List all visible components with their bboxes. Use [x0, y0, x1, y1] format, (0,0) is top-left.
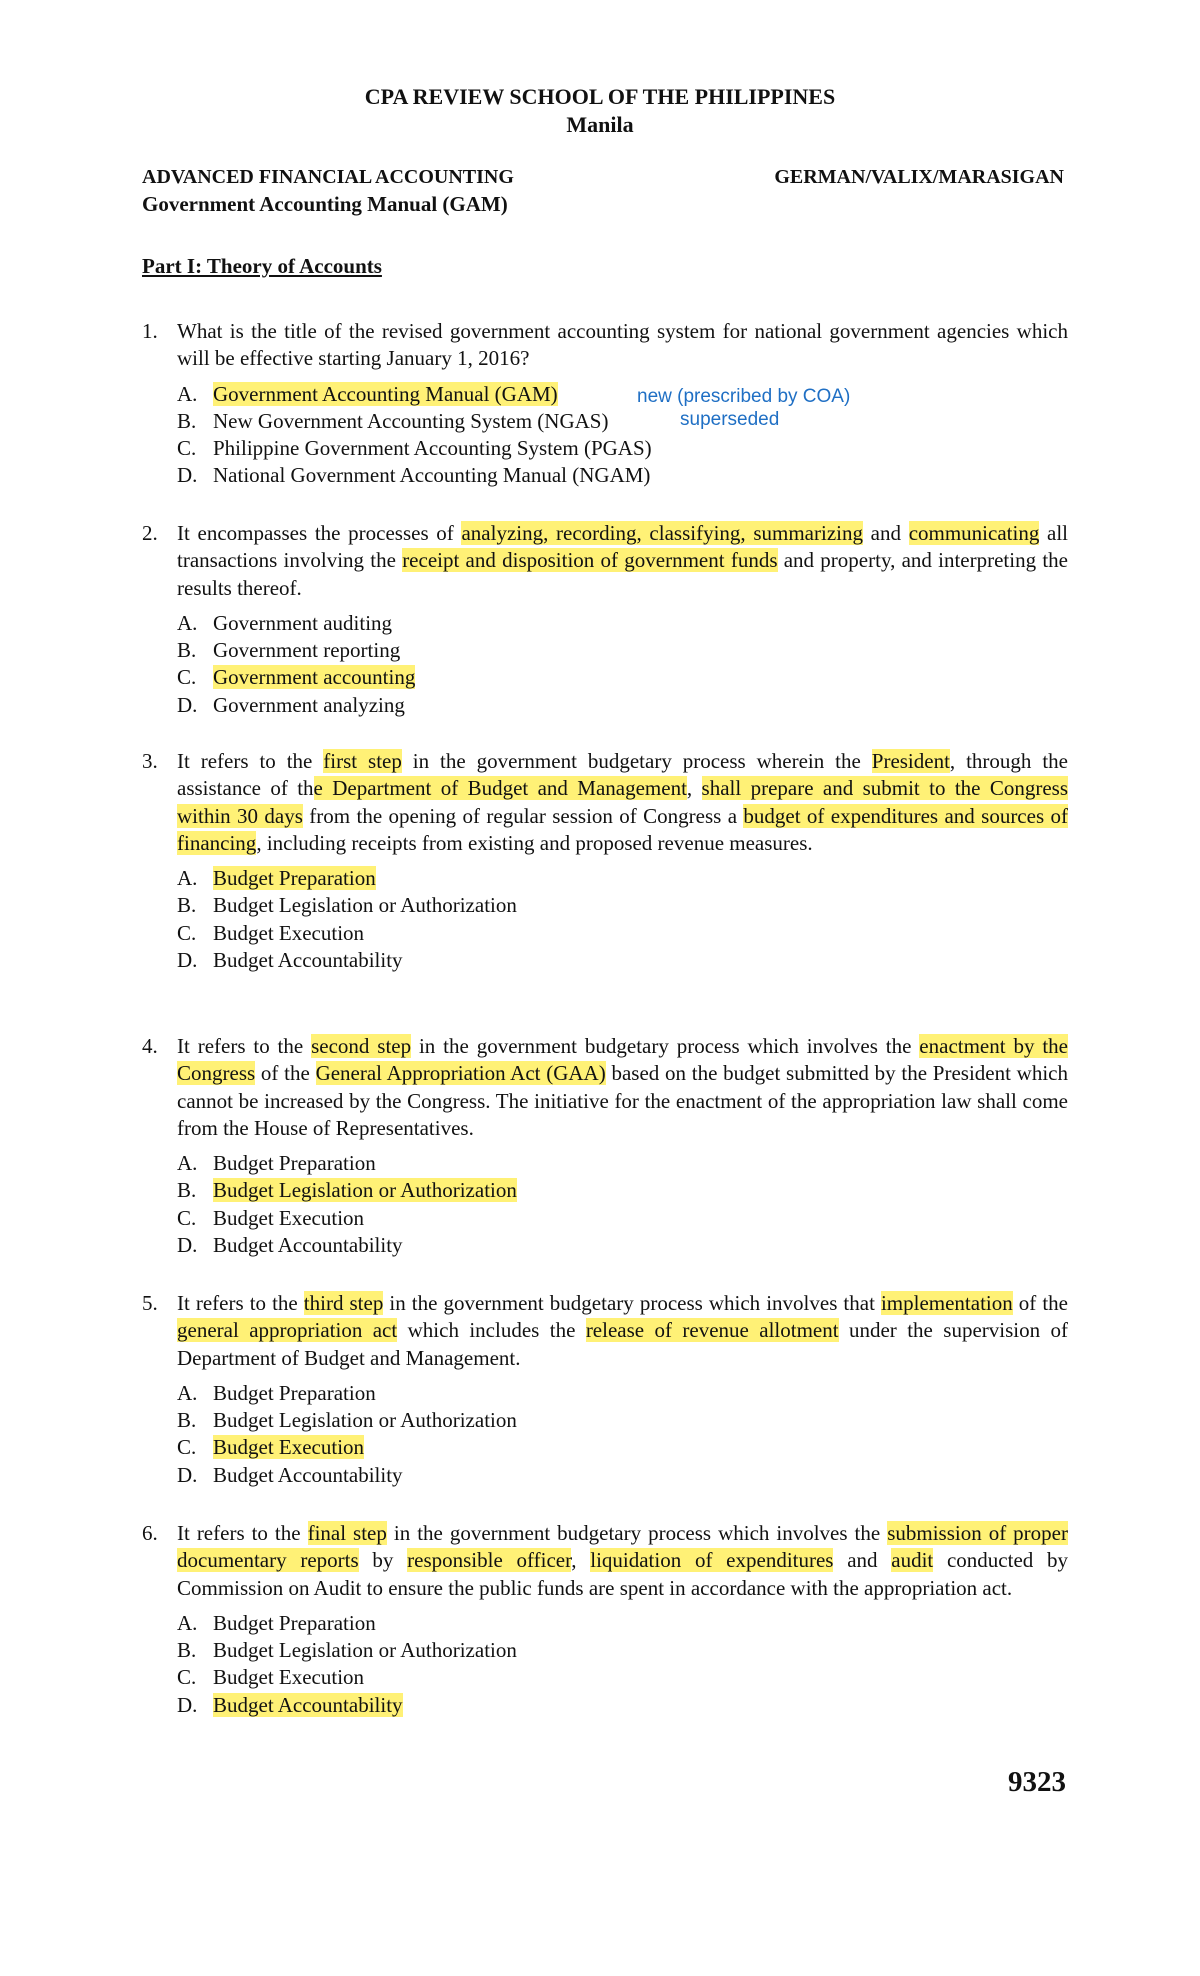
option-letter: D.: [177, 692, 198, 717]
text-segment: in the government budgetary process which involves that: [383, 1291, 881, 1315]
question-5: [142, 1290, 1068, 1489]
option-letter: A.: [177, 1610, 198, 1635]
answer-options: [177, 1380, 1068, 1489]
option-letter: B.: [177, 638, 197, 663]
text-segment: in the government budgetary process wherein the: [401, 749, 872, 773]
option-text: Philippine Government Accounting System (PGAS): [213, 436, 652, 461]
text-segment: in the government budgetary process which involves the: [411, 1034, 920, 1058]
correct-answer-text: Government accounting: [213, 665, 416, 690]
correct-answer-text: Budget Execution: [213, 1435, 365, 1460]
highlighted-text: receipt and disposition of government funds: [402, 548, 778, 573]
answer-option: [177, 435, 1068, 462]
text-segment: which includes the: [397, 1318, 586, 1343]
option-text: Budget Execution: [213, 1205, 365, 1230]
option-letter: B.: [177, 1408, 197, 1433]
answer-option: [177, 664, 1068, 691]
highlighted-text: release of revenue allotment: [585, 1318, 839, 1343]
text-segment: in the government budgetary process which involves the: [386, 1521, 888, 1545]
option-text: National Government Accounting Manual (NGAM): [213, 463, 651, 488]
highlighted-text: implementation: [880, 1291, 1013, 1315]
text-segment: from the opening of regular session of Congress a: [302, 803, 744, 828]
highlighted-text: responsible officer: [407, 1548, 572, 1573]
answer-option: [177, 1462, 1068, 1489]
option-text: Government reporting: [213, 638, 401, 663]
text-segment: , through the assistance of th: [177, 749, 1068, 801]
answer-option: [177, 1637, 1068, 1664]
option-text: Budget Accountability: [213, 1233, 403, 1258]
text-segment: ,: [571, 1548, 591, 1573]
highlighted-text: enactment by the Congress: [177, 1034, 1068, 1086]
option-letter: A.: [177, 866, 198, 891]
option-text: Budget Execution: [213, 920, 365, 945]
answer-option: [177, 892, 1068, 919]
correct-answer-text: Budget Preparation: [213, 866, 376, 891]
authors: GERMAN/VALIX/MARASIGAN: [774, 166, 1064, 188]
option-letter: B.: [177, 1178, 197, 1203]
highlighted-text: submission of proper documentary reports: [177, 1521, 1068, 1573]
option-text: Budget Accountability: [213, 948, 403, 973]
option-letter: D.: [177, 1233, 198, 1258]
text-segment: , including receipts from existing and proposed revenue measures.: [256, 830, 813, 855]
question-6: [142, 1520, 1068, 1719]
question-4: [142, 1033, 1068, 1259]
text-segment: of the: [255, 1061, 316, 1086]
highlighted-text: budget of expenditures and sources of financing: [177, 803, 1068, 855]
option-text: Budget Preparation: [213, 1380, 376, 1405]
answer-option: [177, 1177, 1068, 1204]
option-letter: A.: [177, 610, 198, 635]
option-letter: C.: [177, 920, 197, 945]
school-name: CPA REVIEW SCHOOL OF THE PHILIPPINES: [364, 84, 836, 109]
answer-option: [177, 1692, 1068, 1719]
option-letter: A.: [177, 381, 198, 406]
answer-option: [177, 1232, 1068, 1259]
answer-option: [177, 462, 1068, 489]
text-segment: It refers to the: [177, 1034, 312, 1058]
handwritten-note-new: new (prescribed by COA): [637, 386, 851, 407]
option-text: Budget Preparation: [213, 1151, 376, 1176]
answer-option: [177, 1610, 1068, 1637]
text-segment: conducted by Commission on Audit to ensure the public funds are spent in accordance with the appropriation act.: [177, 1548, 1069, 1600]
question-3: [142, 748, 1068, 974]
text-segment: It encompasses the processes of: [177, 521, 462, 545]
question-text: [177, 1520, 1068, 1602]
highlighted-text: audit: [891, 1548, 934, 1573]
highlighted-text: first step: [323, 749, 402, 773]
answer-option: [177, 1150, 1068, 1177]
option-letter: D.: [177, 463, 198, 488]
option-letter: C.: [177, 1435, 197, 1460]
answer-options: [177, 1610, 1068, 1719]
answer-option: [177, 381, 1068, 408]
handwritten-note-superseded: superseded: [680, 409, 780, 430]
text-segment: by: [358, 1548, 408, 1573]
option-letter: B.: [177, 1638, 197, 1663]
highlighted-text: analyzing, recording, classifying, summarizing: [461, 521, 863, 545]
highlighted-text: President: [871, 749, 950, 773]
question-text: [177, 520, 1068, 602]
question-text: [177, 748, 1068, 857]
answer-option: [177, 408, 1068, 435]
school-city: Manila: [566, 112, 634, 137]
answer-option: [177, 1205, 1068, 1232]
option-text: Budget Execution: [213, 1665, 365, 1690]
course-title: ADVANCED FINANCIAL ACCOUNTING: [142, 166, 514, 188]
correct-answer-text: Budget Legislation or Authorization: [213, 1178, 517, 1203]
text-segment: and property, and interpreting the results thereof.: [177, 548, 1068, 600]
highlighted-text: general appropriation act: [177, 1318, 398, 1343]
highlighted-text: liquidation of expenditures: [590, 1548, 834, 1573]
option-letter: B.: [177, 408, 197, 433]
option-letter: C.: [177, 665, 197, 690]
option-text: Budget Legislation or Authorization: [213, 1638, 517, 1663]
part-heading: Part I: Theory of Accounts: [142, 254, 382, 278]
text-segment: under the supervision of Department of Budget and Management.: [177, 1318, 1068, 1370]
page-number: 9323: [1008, 1766, 1066, 1798]
question-2: [142, 520, 1068, 719]
text-segment: ,: [686, 776, 702, 801]
question-number: 3.: [142, 749, 158, 773]
option-letter: C.: [177, 436, 197, 461]
text-segment: It refers to the: [177, 1291, 304, 1315]
question-text: [177, 1033, 1068, 1142]
answer-options: [177, 1150, 1068, 1259]
answer-option: [177, 947, 1068, 974]
option-letter: D.: [177, 1462, 198, 1487]
answer-option: [177, 1380, 1068, 1407]
option-text: Government auditing: [213, 610, 393, 635]
answer-option: [177, 1434, 1068, 1461]
question-number: 6.: [142, 1521, 158, 1545]
answer-option: [177, 637, 1068, 664]
text-segment: It refers to the: [177, 1521, 308, 1545]
answer-option: [177, 1664, 1068, 1691]
question-number: 2.: [142, 521, 158, 545]
text-segment: all transactions involving the: [177, 521, 1068, 573]
highlighted-text: communicating: [908, 521, 1040, 545]
text-segment: based on the budget submitted by the President which cannot be increased by the Congress. The initiative for the enactment of the appropriation law shall come from the House of Representatives.: [177, 1061, 1068, 1140]
option-letter: C.: [177, 1205, 197, 1230]
highlighted-text: shall prepare and submit to the Congress within 30 days: [177, 776, 1069, 828]
question-number: 1.: [142, 319, 158, 343]
option-letter: C.: [177, 1665, 197, 1690]
answer-option: [177, 920, 1068, 947]
text-segment: of the: [1012, 1291, 1068, 1315]
option-letter: A.: [177, 1380, 198, 1405]
highlighted-text: final step: [307, 1521, 387, 1545]
answer-options: [177, 865, 1068, 974]
text-segment: and: [833, 1548, 892, 1573]
text-segment: It refers to the: [177, 749, 324, 773]
answer-option: [177, 865, 1068, 892]
question-text: [177, 1290, 1068, 1372]
question-text: [177, 318, 1068, 373]
correct-answer-text: Budget Accountability: [213, 1692, 403, 1717]
option-text: Budget Legislation or Authorization: [213, 1408, 517, 1433]
answer-options: [177, 610, 1068, 719]
question-1: [142, 318, 1068, 490]
option-letter: D.: [177, 948, 198, 973]
correct-answer-text: Government Accounting Manual (GAM): [213, 381, 558, 406]
answer-option: [177, 692, 1068, 719]
manual-title: Government Accounting Manual (GAM): [142, 192, 508, 216]
option-letter: B.: [177, 893, 197, 918]
highlighted-text: third step: [303, 1291, 384, 1315]
option-letter: A.: [177, 1151, 198, 1176]
option-text: Government analyzing: [213, 692, 405, 717]
highlighted-text: second step: [311, 1034, 412, 1058]
option-text: Budget Legislation or Authorization: [213, 893, 517, 918]
highlighted-text: General Appropriation Act (GAA): [315, 1061, 606, 1086]
highlighted-text: e Department of Budget and Management: [313, 776, 687, 801]
answer-option: [177, 1407, 1068, 1434]
option-text: Budget Preparation: [213, 1610, 376, 1635]
option-letter: D.: [177, 1692, 198, 1717]
question-number: 4.: [142, 1034, 158, 1058]
answer-option: [177, 610, 1068, 637]
text-segment: What is the title of the revised government accounting system for national government agencies which will be effective starting January 1, 2016?: [177, 319, 1068, 371]
option-text: Budget Accountability: [213, 1462, 403, 1487]
option-text: New Government Accounting System (NGAS): [213, 408, 609, 433]
answer-options: [177, 381, 1068, 490]
question-number: 5.: [142, 1291, 158, 1315]
text-segment: and: [863, 521, 909, 545]
